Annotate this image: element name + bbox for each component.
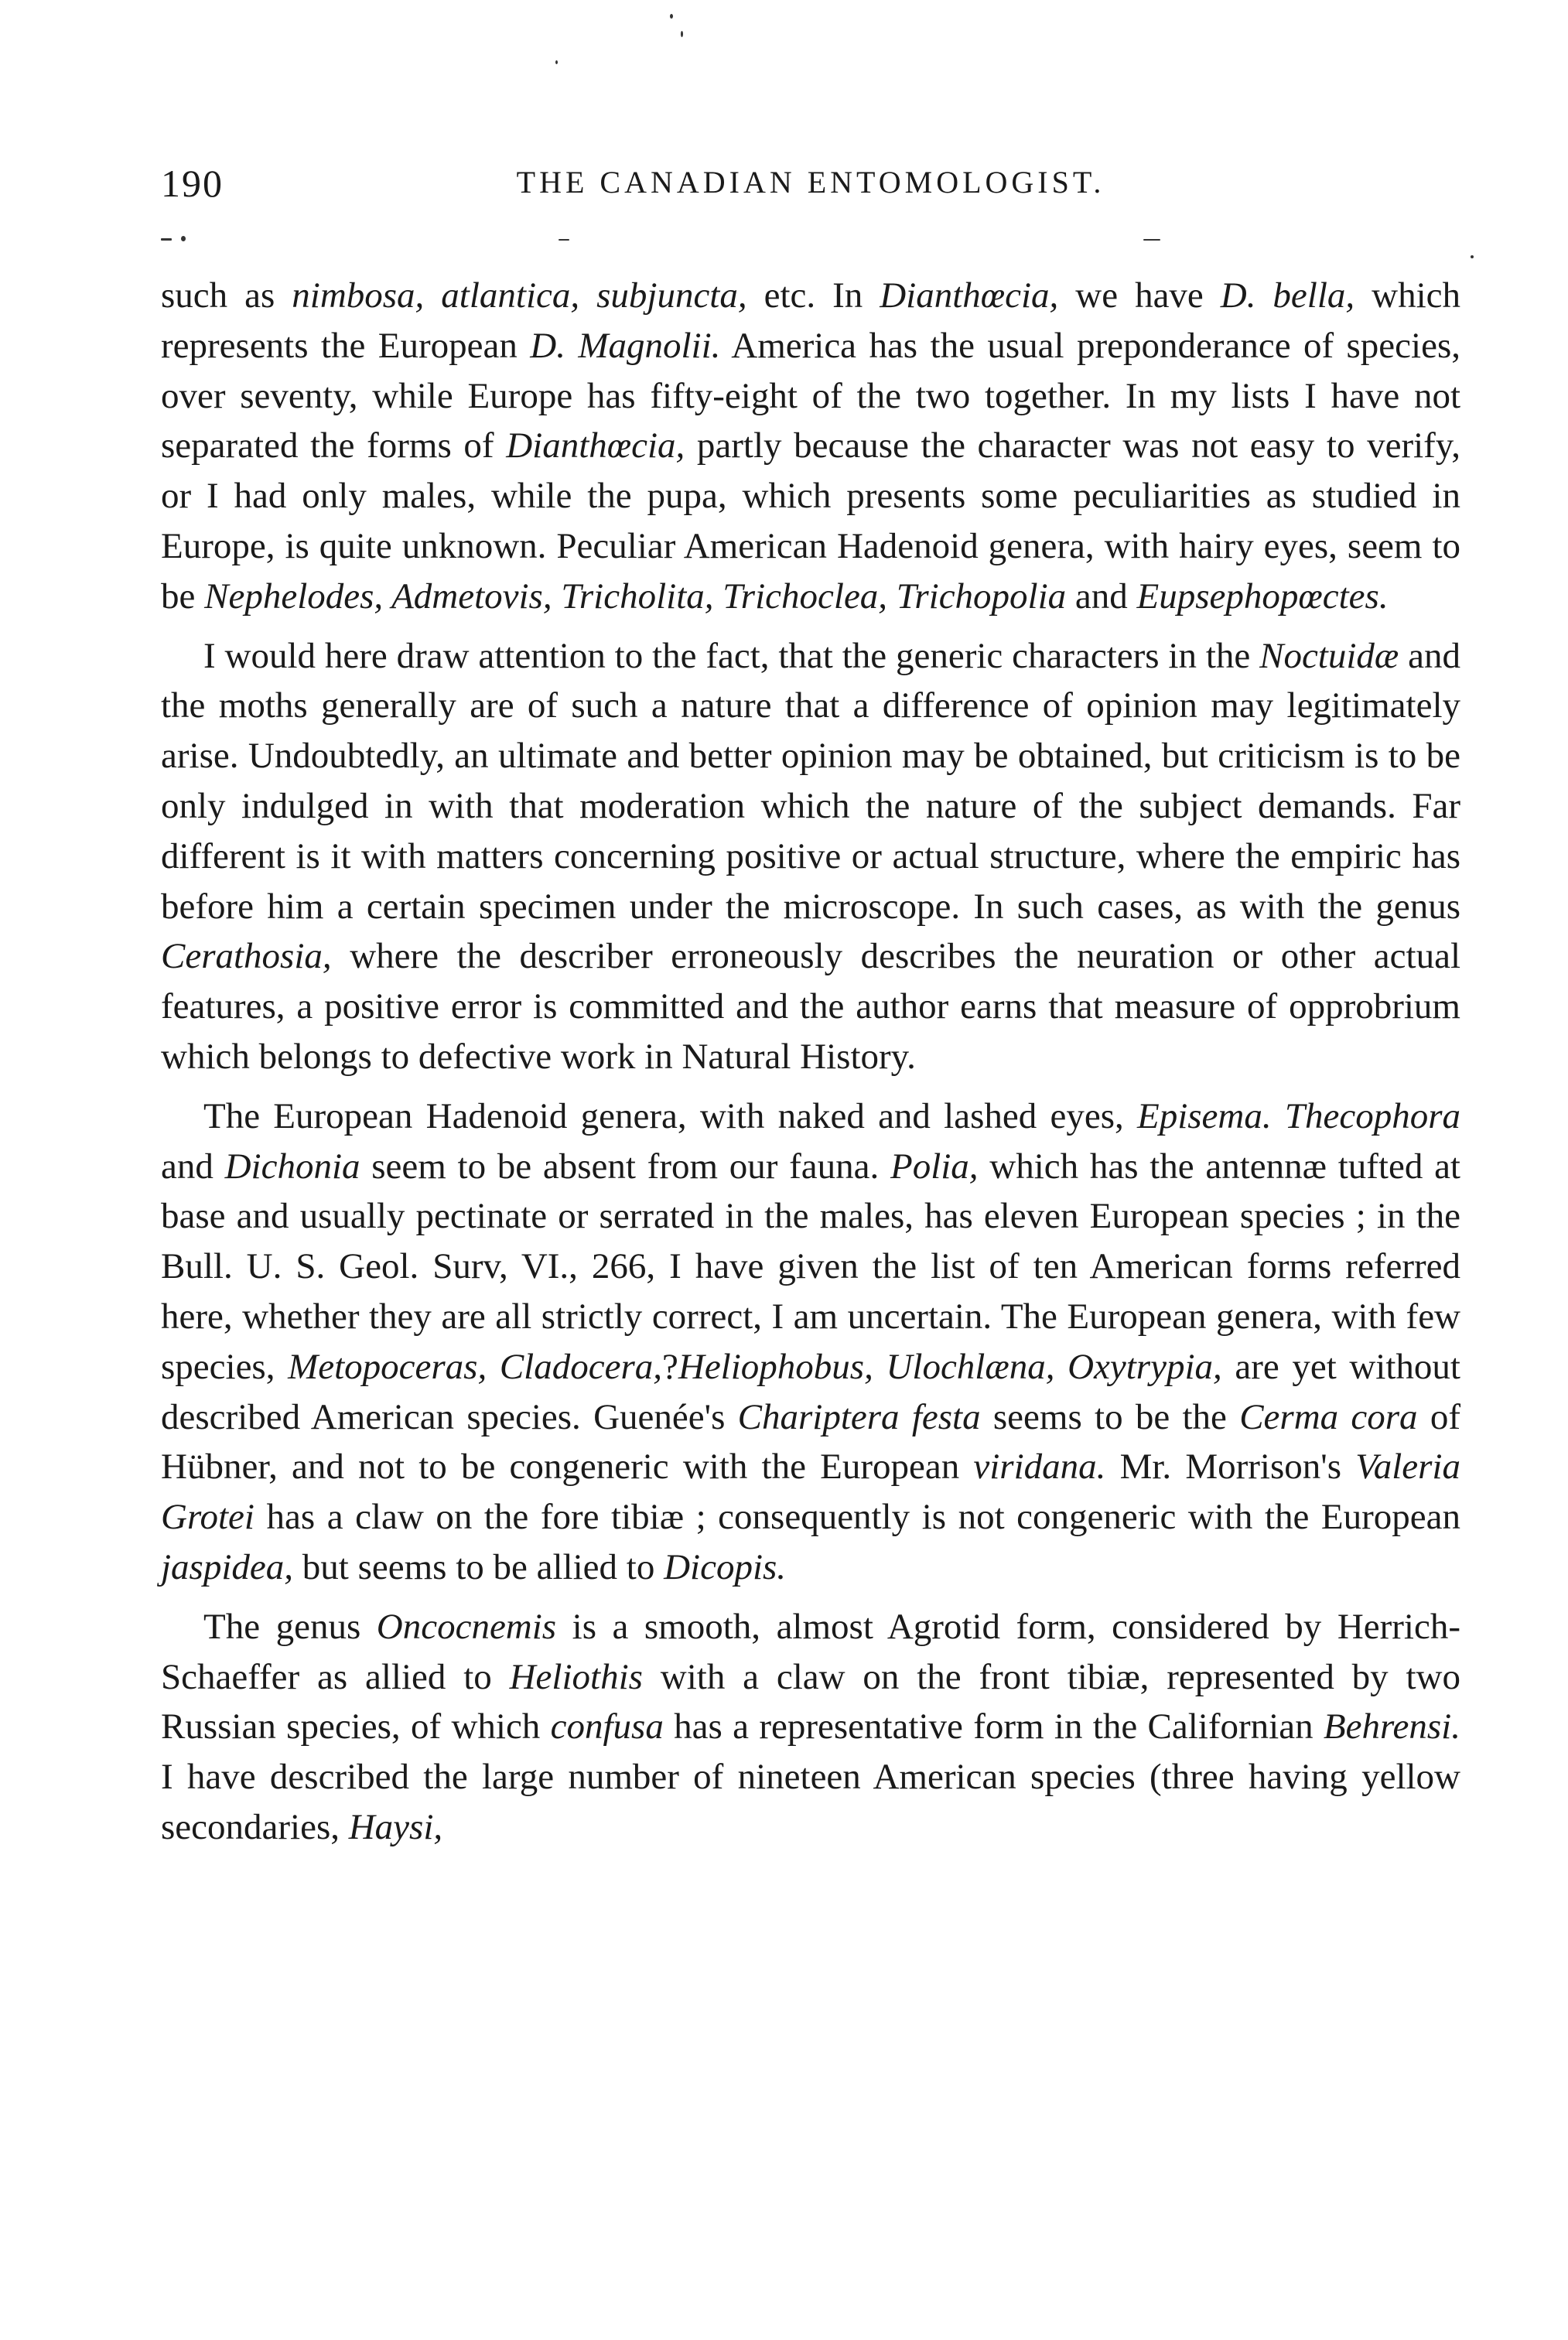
- text-run: seems to be the: [980, 1396, 1240, 1437]
- italic-text-run: Heliothis: [509, 1656, 643, 1697]
- text-run: The genus: [203, 1606, 377, 1647]
- page-number: 190: [161, 162, 224, 205]
- italic-text-run: Valeria Grotei: [161, 1447, 1460, 1538]
- italic-text-run: Polia,: [890, 1146, 979, 1187]
- text-run: etc. In: [746, 275, 880, 316]
- text-run: seem to be absent from our fauna.: [360, 1146, 890, 1187]
- italic-text-run: viridana.: [973, 1447, 1106, 1488]
- text-run: such as: [161, 275, 292, 316]
- italic-text-run: D. Magnolii.: [530, 325, 721, 366]
- paragraph: [161, 631, 1460, 1082]
- scan-speck: [555, 60, 558, 64]
- text-run: are yet without described American species. Guenée's: [161, 1346, 1460, 1437]
- italic-text-run: Noctuidæ: [1259, 635, 1399, 676]
- italic-text-run: Metopoceras, Cladocera,: [288, 1346, 662, 1387]
- text-run: which represents the European: [161, 275, 1461, 366]
- italic-text-run: nimbosa, atlantica, subjuncta,: [292, 275, 747, 316]
- italic-text-run: Dianthœcia,: [506, 425, 685, 466]
- text-run: I would here draw attention to the fact, that the generic characters in the: [203, 635, 1260, 676]
- running-head: THE CANADIAN ENTOMOLOGIST.: [516, 165, 1105, 200]
- text-run: Mr. Morrison's: [1105, 1447, 1356, 1488]
- text-run: America has the usual preponderance of species, over seventy, while Europe has fifty-eight of the two together. In my lists I have not separated the forms of: [161, 325, 1460, 466]
- scan-speck: [161, 238, 172, 241]
- scan-speck: [1143, 239, 1160, 241]
- paragraph: [161, 1602, 1460, 1853]
- text-run: has a representative form in the Californian: [663, 1706, 1324, 1747]
- paragraph: [161, 271, 1460, 622]
- text-run: which has the antennæ tufted at base and usually pectinate or serrated in the males, has eleven European species ; in the Bull. U. S. Geol. Surv, VI., 266, I have given the list of ten American forms referred here, whether they are all strictly correct, I am uncertain. The European genera, with few species,: [161, 1146, 1460, 1387]
- scan-speck: [559, 239, 569, 241]
- paragraph: [161, 1091, 1460, 1593]
- italic-text-run: Nephelodes, Admetovis, Tricholita, Trichoclea, Trichopolia: [204, 576, 1067, 617]
- text-run: has a claw on the fore tibiæ ; consequently is not congeneric with the European: [254, 1497, 1460, 1538]
- text-run: I have described the large number of nineteen American species (three having yellow secondaries,: [161, 1757, 1460, 1847]
- italic-text-run: Dichonia: [224, 1146, 360, 1187]
- page-header: [161, 161, 1460, 207]
- scan-speck: [181, 236, 186, 241]
- italic-text-run: Behrensi.: [1323, 1706, 1460, 1747]
- text-run: ?: [662, 1346, 678, 1387]
- scan-speck: [681, 31, 683, 37]
- article-body: [161, 271, 1460, 1853]
- italic-text-run: Haysi,: [348, 1806, 443, 1847]
- italic-text-run: jaspidea,: [161, 1546, 294, 1587]
- text-run: partly because the character was not easy to verify, or I had only males, while the pupa, which presents some peculiarities as studied in Europe, is quite unknown. Peculiar American Hadenoid genera, with hairy eyes, seem to be: [161, 425, 1460, 617]
- scan-speck: [1471, 255, 1474, 258]
- italic-text-run: confusa: [550, 1706, 664, 1747]
- italic-text-run: Cerma cora: [1239, 1396, 1418, 1437]
- text-run: is a smooth, almost Agrotid form, considered by Herrich-Schaeffer as allied to: [161, 1606, 1460, 1697]
- text-run: and the moths generally are of such a nature that a difference of opinion may legitimately arise. Undoubtedly, an ultimate and better opinion may be obtained, but criticism is to be only indulged in with that moderation which the nature of the subject demands. Far different is it with matters concerning positive or actual structure, where the empiric has before him a certain specimen under the microscope. In such cases, as with the genus: [161, 635, 1460, 927]
- text-run: of Hübner, and not to be congeneric with the European: [161, 1396, 1460, 1488]
- italic-text-run: Episema. Thecophora: [1136, 1095, 1460, 1136]
- italic-text-run: Dicopis.: [664, 1546, 787, 1587]
- text-run: we have: [1058, 275, 1221, 316]
- text-run: and: [161, 1146, 225, 1187]
- text-run: but seems to be allied to: [293, 1546, 664, 1587]
- italic-text-run: D. bella,: [1220, 275, 1355, 316]
- text-run: and: [1066, 576, 1137, 617]
- text-run: The European Hadenoid genera, with naked and lashed eyes,: [203, 1095, 1137, 1136]
- text-run: with a claw on the front tibiæ, represented by two Russian species, of which: [161, 1656, 1460, 1747]
- italic-text-run: Oncocnemis: [376, 1606, 557, 1647]
- italic-text-run: Cerathosia,: [161, 936, 332, 977]
- scan-speck: [670, 14, 673, 19]
- italic-text-run: Chariptera festa: [737, 1396, 981, 1437]
- italic-text-run: Heliophobus, Ulochlæna, Oxytrypia,: [678, 1346, 1222, 1387]
- italic-text-run: Dianthœcia,: [880, 275, 1059, 316]
- text-run: where the describer erroneously describes the neuration or other actual features, a positive error is committed and the author earns that measure of opprobrium which belongs to defective work in Natural History.: [161, 936, 1460, 1077]
- italic-text-run: Eupsephopœctes.: [1136, 576, 1389, 617]
